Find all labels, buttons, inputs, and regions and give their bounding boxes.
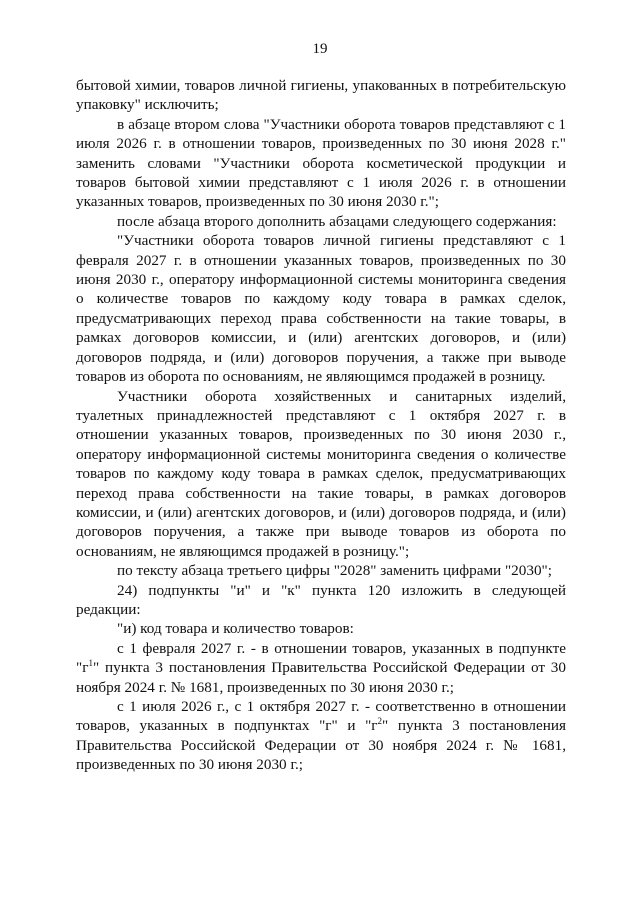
paragraph-from-february [76, 639, 566, 697]
paragraph-from-july [76, 697, 566, 775]
superscript: 1 [88, 658, 93, 669]
paragraph-add-after: после абзаца второго дополнить абзацами следующего содержания: [117, 212, 557, 230]
text-part: " пункта 3 постановления Правительства Российской Федерации от 30 ноября 2024 г. № 1681, произведенных по 30 июня 2030 г.; [76, 717, 566, 774]
text-part: с 1 февраля 2027 г. - в отношении товаров, указанных в подпункте "г [76, 639, 566, 677]
superscript: 2 [377, 716, 383, 727]
paragraph-item-i: "и) код товара и количество товаров: [117, 620, 354, 638]
text-part: " пункта 3 постановления Правительства Российской Федерации от 30 ноября 2024 г. № 1681, произведенных по 30 июня 2030 г.; [76, 659, 566, 696]
page-number: 19 [312, 41, 328, 57]
paragraph-hygiene-participants: "Участники оборота товаров личной гигиены представляют с 1 февраля 2027 г. в отношении указанных товаров, произведенных по 30 июня 2030 г., оператору информационной системы мониторинга сведения о количестве товаров по каждому коду товара в рамках сделок, предусматривающих переход права собственности на такие товары, в рамках договоров комиссии, и (или) агентских договоров, и (или) договоров подряда, и (или) договоров поручения, а также при выводе товаров из оборота по основаниям, не являющимся продажей в розницу. [76, 232, 566, 386]
paragraph-household-participants: Участники оборота хозяйственных и санитарных изделий, туалетных принадлежностей представляют с 1 октября 2027 г. в отношении указанных товаров, произведенных по 30 июня 2030 г., оператору информационной системы мониторинга сведения о количестве товаров по каждому коду товара в рамках сделок, предусматривающих переход права собственности на такие товары, в рамках договоров комиссии, и (или) агентских договоров, и (или) договоров подряда, и (или) договоров поручения, а также при выводе товаров из оборота по основаниям, не являющимся продажей в розницу."; [76, 387, 566, 560]
paragraph-subitems-120: 24) подпункты "и" и "к" пункта 120 изложить в следующей редакции: [76, 581, 566, 618]
text-part: с 1 июля 2026 г., с 1 октября 2027 г. - соответственно в отношении товаров, указанных в подпунктах "г" и "г [76, 698, 566, 735]
document-body [76, 76, 566, 775]
paragraph-continuation: бытовой химии, товаров личной гигиены, упакованных в потребительскую упаковку" исключить; [76, 77, 566, 114]
paragraph-replace-digits: по тексту абзаца третьего цифры "2028" заменить цифрами "2030"; [117, 562, 552, 580]
paragraph-replace-words: в абзаце втором слова "Участники оборота товаров представляют с 1 июля 2026 г. в отношении товаров, произведенных по 30 июня 2028 г." заменить словами "Участники оборота косметической продукции и товаров бытовой химии представляют с 1 июля 2026 г. в отношении указанных товаров, произведенных по 30 июня 2030 г."; [76, 115, 566, 211]
